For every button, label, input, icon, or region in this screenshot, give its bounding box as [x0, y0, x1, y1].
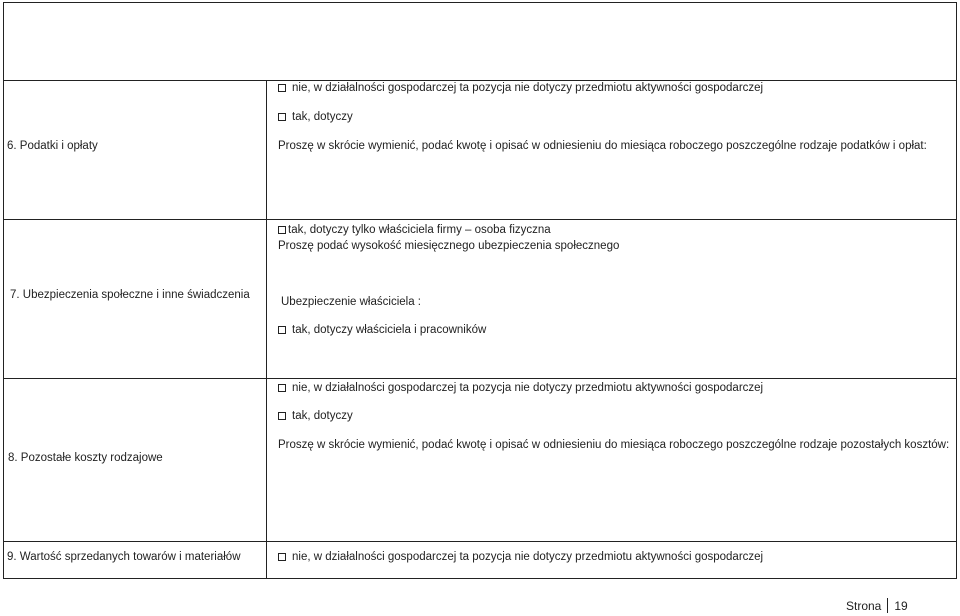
table-top-border: [3, 2, 957, 3]
table-right-border: [956, 2, 957, 579]
option-not-applicable[interactable]: [278, 550, 763, 564]
option-label: tak, dotyczy: [292, 111, 353, 123]
page-label: Strona: [846, 599, 882, 613]
checkbox-icon[interactable]: [278, 412, 286, 420]
row-label-goods-value: 9. Wartość sprzedanych towarów i materiałów: [7, 551, 241, 563]
row-label-other-costs: 8. Pozostałe koszty rodzajowe: [8, 452, 163, 464]
row-label-social-insurance: 7. Ubezpieczenia społeczne i inne świadczenia: [10, 289, 250, 301]
row-divider-8: [3, 541, 957, 542]
option-owner-and-staff[interactable]: [278, 323, 486, 337]
checkbox-icon[interactable]: [278, 226, 286, 234]
option-applicable[interactable]: [278, 110, 353, 124]
option-label: nie, w działalności gospodarczej ta pozycja nie dotyczy przedmiotu aktywności gospodarczej: [292, 551, 764, 563]
checkbox-icon[interactable]: [278, 553, 286, 561]
checkbox-icon[interactable]: [278, 384, 286, 392]
option-owner-only[interactable]: [278, 223, 551, 237]
other-costs-prompt: Proszę w skrócie wymienić, podać kwotę i opisać w odniesieniu do miesiąca roboczego poszczególne rodzaje pozostałych kosztów:: [278, 439, 950, 451]
option-label: tak, dotyczy tylko właściciela firmy – osoba fizyczna: [288, 224, 551, 236]
option-not-applicable[interactable]: [278, 381, 763, 395]
taxes-prompt: Proszę w skrócie wymienić, podać kwotę i opisać w odniesieniu do miesiąca roboczego poszczególne rodzaje podatków i opłat:: [278, 140, 927, 152]
page-footer: [846, 598, 908, 614]
checkbox-icon[interactable]: [278, 326, 286, 334]
option-not-applicable[interactable]: [278, 81, 763, 95]
table-left-border: [3, 2, 4, 579]
checkbox-icon[interactable]: [278, 84, 286, 92]
row-divider-6: [3, 219, 957, 220]
option-applicable[interactable]: [278, 409, 353, 423]
option-label: nie, w działalności gospodarczej ta pozycja nie dotyczy przedmiotu aktywności gospodarczej: [292, 82, 764, 94]
footer-divider: [887, 598, 888, 613]
row-divider-7: [3, 378, 957, 379]
row-label-taxes: 6. Podatki i opłaty: [7, 140, 98, 152]
owner-insurance-prompt: Proszę podać wysokość miesięcznego ubezpieczenia społecznego: [278, 240, 620, 252]
table-column-divider: [266, 80, 267, 579]
checkbox-icon[interactable]: [278, 113, 286, 121]
table-bottom-border: [3, 578, 957, 579]
option-label: nie, w działalności gospodarczej ta pozycja nie dotyczy przedmiotu aktywności gospodarczej: [292, 382, 764, 394]
option-label: tak, dotyczy właściciela i pracowników: [292, 324, 487, 336]
owner-insurance-label: Ubezpieczenie właściciela :: [281, 296, 421, 308]
page-number: 19: [894, 599, 908, 613]
option-label: tak, dotyczy: [292, 410, 353, 422]
